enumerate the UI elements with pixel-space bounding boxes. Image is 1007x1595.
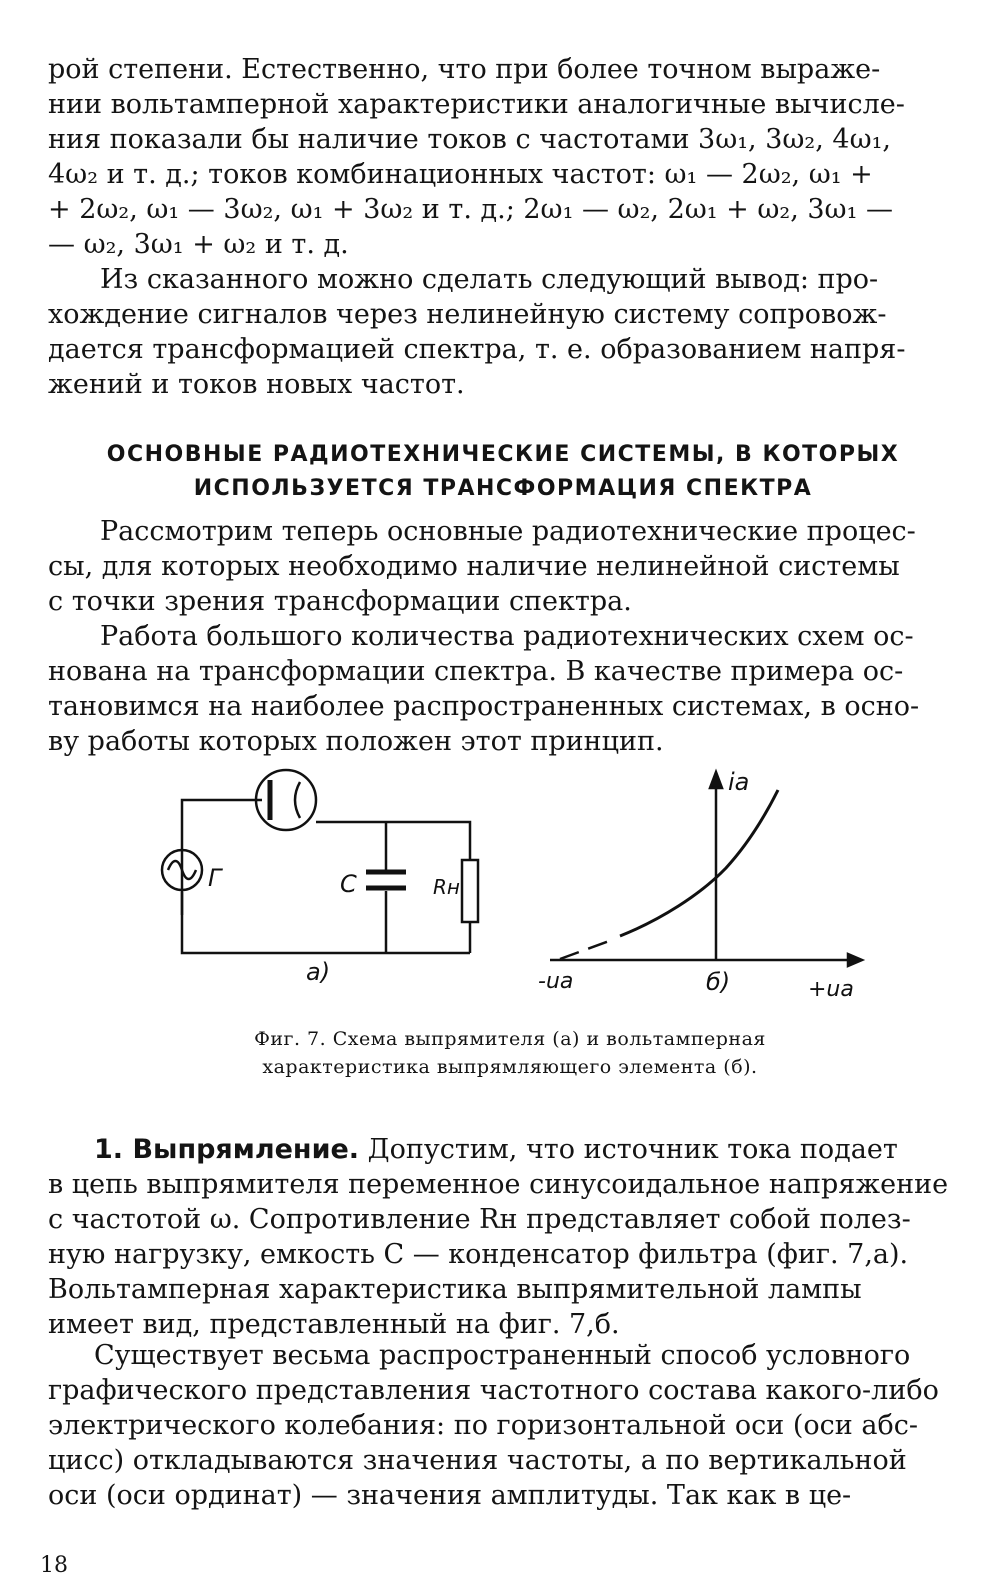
y-axis-label: iа bbox=[728, 768, 750, 796]
resistor-symbol bbox=[462, 860, 478, 922]
y-axis-arrow-icon bbox=[710, 772, 722, 788]
text-line: Работа большого количества радиотехнических схем ос- bbox=[100, 621, 914, 652]
x-axis-neg-label: -uа bbox=[538, 969, 574, 994]
paragraph-1 bbox=[48, 52, 958, 262]
text-line: Из сказанного можно сделать следующий вывод: про- bbox=[100, 264, 879, 295]
text-line: рой степени. Естественно, что при более точном выраже- bbox=[48, 54, 881, 85]
text-line: Существует весьма распространенный способ условного bbox=[94, 1340, 911, 1371]
figure-caption bbox=[150, 1025, 870, 1081]
text-line: 4ω₂ и т. д.; токов комбинационных частот: ω₁ — 2ω₂, ω₁ + bbox=[48, 159, 873, 190]
heading-line-1: ОСНОВНЫЕ РАДИОТЕХНИЧЕСКИЕ СИСТЕМЫ, В КОТОРЫХ bbox=[106, 442, 900, 467]
text-line: электрического колебания: по горизонтальной оси (оси абс- bbox=[48, 1410, 918, 1441]
text-fragment: Допустим, что источник тока подает bbox=[359, 1134, 898, 1165]
section-heading bbox=[48, 438, 958, 506]
text-line: в цепь выпрямителя переменное синусоидальное напряжение bbox=[48, 1169, 949, 1200]
section-lead: 1. Выпрямление. bbox=[94, 1134, 360, 1165]
text-line: нована на трансформации спектра. В качестве примера ос- bbox=[48, 656, 904, 687]
text-line: хождение сигналов через нелинейную систему сопровож- bbox=[48, 299, 887, 330]
generator-label: Г bbox=[208, 864, 222, 892]
circuit-wire-top-right bbox=[316, 822, 470, 860]
text-line: имеет вид, представленный на фиг. 7,б. bbox=[48, 1309, 620, 1340]
circuit-wire-top-left bbox=[182, 800, 262, 915]
text-line: — ω₂, 3ω₁ + ω₂ и т. д. bbox=[48, 229, 349, 260]
tube-cathode bbox=[295, 782, 300, 818]
x-axis-arrow-icon bbox=[848, 954, 862, 966]
vacuum-tube-symbol bbox=[256, 770, 316, 830]
text-line: жений и токов новых частот. bbox=[48, 369, 465, 400]
text-line: ную нагрузку, емкость C — конденсатор фильтра (фиг. 7,а). bbox=[48, 1239, 909, 1270]
characteristic-curve bbox=[560, 940, 612, 959]
volt-ampere-graph bbox=[550, 772, 862, 966]
caption-line-2: характеристика выпрямляющего элемента (б). bbox=[262, 1056, 758, 1078]
capacitor-label: C bbox=[340, 870, 357, 898]
text-line: сы, для которых необходимо наличие нелинейной системы bbox=[48, 551, 900, 582]
paragraph-4 bbox=[48, 619, 958, 759]
text-line: цисс) откладываются значения частоты, а по вертикальной bbox=[48, 1445, 907, 1476]
text-line: Вольтамперная характеристика выпрямительной лампы bbox=[48, 1274, 862, 1305]
rectifier-circuit bbox=[162, 770, 478, 953]
text-line: Рассмотрим теперь основные радиотехнические процес- bbox=[100, 516, 916, 547]
graph-sublabel: б) bbox=[706, 968, 731, 996]
text-line: ния показали бы наличие токов с частотами 3ω₁, 3ω₂, 4ω₁, bbox=[48, 124, 892, 155]
text-line: + 2ω₂, ω₁ — 3ω₂, ω₁ + 3ω₂ и т. д.; 2ω₁ — ω₂, 2ω₁ + ω₂, 3ω₁ — bbox=[48, 194, 893, 225]
text-line: тановимся на наиболее распространенных системах, в осно- bbox=[48, 691, 920, 722]
text-line: графического представления частотного состава какого-либо bbox=[48, 1375, 939, 1406]
paragraph-6 bbox=[48, 1338, 958, 1513]
heading-line-2: ИСПОЛЬЗУЕТСЯ ТРАНСФОРМАЦИЯ СПЕКТРА bbox=[193, 476, 813, 501]
characteristic-curve bbox=[620, 790, 778, 936]
x-axis-pos-label: +uа bbox=[808, 977, 854, 1002]
figure-7 bbox=[0, 760, 1007, 1010]
caption-line-1: Фиг. 7. Схема выпрямителя (а) и вольтамперная bbox=[254, 1028, 766, 1050]
text-line: нии вольтамперной характеристики аналогичные вычисле- bbox=[48, 89, 905, 120]
text-line bbox=[48, 1132, 958, 1167]
paragraph-2 bbox=[48, 262, 958, 402]
resistor-label: Rн bbox=[433, 875, 460, 899]
text-line: дается трансформацией спектра, т. е. образованием напря- bbox=[48, 334, 906, 365]
paragraph-3 bbox=[48, 514, 958, 619]
text-line: с частотой ω. Сопротивление Rн представляет собой полез- bbox=[48, 1204, 911, 1235]
page-number: 18 bbox=[40, 1553, 68, 1578]
circuit-wire-bottom bbox=[182, 892, 470, 953]
text-line: ву работы которых положен этот принцип. bbox=[48, 726, 664, 757]
paragraph-5 bbox=[48, 1132, 958, 1342]
circuit-sublabel: a) bbox=[306, 958, 331, 986]
text-line: с точки зрения трансформации спектра. bbox=[48, 586, 632, 617]
text-line: оси (оси ординат) — значения амплитуды. Так как в це- bbox=[48, 1480, 852, 1511]
